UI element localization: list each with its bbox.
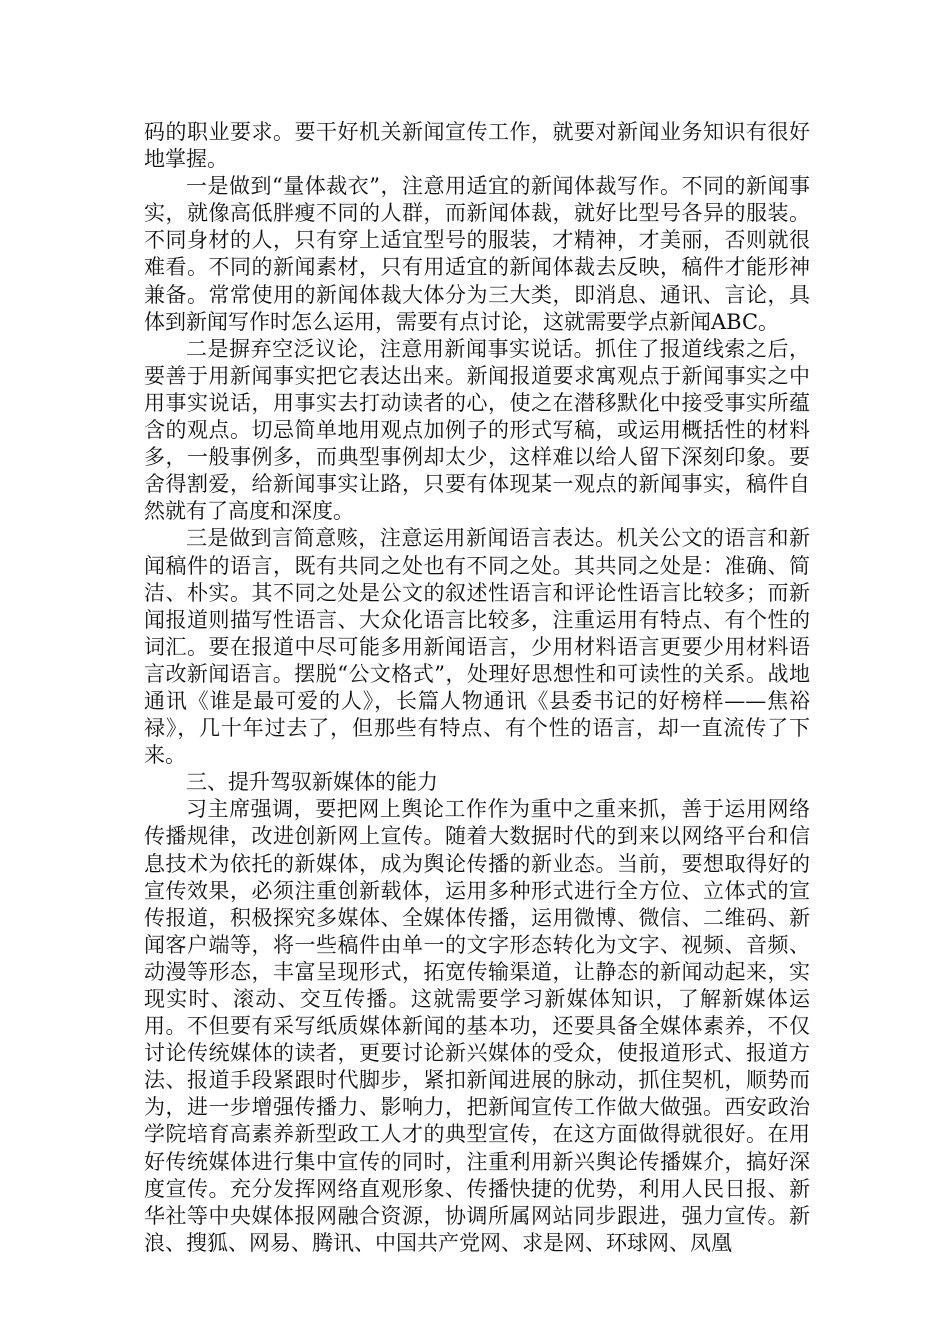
paragraph-news-genre: 一是做到“量体裁衣”，注意用适宜的新闻体裁写作。不同的新闻事实，就像高低胖瘦不同的人群，而新闻体裁，就好比型号各异的服装。不同身材的人，只有穿上适宜型号的服装，才精神，才美丽，否则就很难看。不同的新闻素材，只有用适宜的新闻体裁去反映，稿件才能形神兼备。常常使用的新闻体裁大体分为三大类，即消息、通讯、言论，具体到新闻写作时怎么运用，需要有点讨论，这就需要学点新闻ABC。: [144, 174, 810, 334]
paragraph-news-facts: 二是摒弃空泛议论，注意用新闻事实说话。抓住了报道线索之后，要善于用新闻事实把它表达出来。新闻报道要求寓观点于新闻事实之中用事实说话，用事实去打动读者的心，使之在潜移默化中接受事实所蕴含的观点。切忌简单地用观点加例子的形式写稿，或运用概括性的材料多，一般事例多，而典型事例却太少，这样难以给人留下深刻印象。要舍得割爱，给新闻事实让路，只要有体现某一观点的新闻事实，稿件自然就有了高度和深度。: [144, 336, 810, 524]
paragraph-news-language: 三是做到言简意赅，注意运用新闻语言表达。机关公文的语言和新闻稿件的语言，既有共同之处也有不同之处。其共同之处是：准确、简洁、朴实。其不同之处是公文的叙述性语言和评论性语言比较多；而新闻报道则描写性语言、大众化语言比较多，注重运用有特点、有个性的词汇。要在报道中尽可能多用新闻语言，少用材料语言更要少用材料语言改新闻语言。摆脱“公文格式”，处理好思想性和可读性的关系。战地通讯《谁是最可爱的人》，长篇人物通讯《县委书记的好榜样——焦裕禄》，几十年过去了，但那些有特点、有个性的语言，却一直流传了下来。: [144, 526, 810, 768]
paragraph-continuation: 码的职业要求。要干好机关新闻宣传工作，就要对新闻业务知识有很好地掌握。: [144, 120, 810, 172]
document-body: [144, 119, 810, 1257]
paragraph-new-media: 习主席强调，要把网上舆论工作作为重中之重来抓，善于运用网络传播规律，改进创新网上宣传。随着大数据时代的到来以网络平台和信息技术为依托的新媒体，成为舆论传播的新业态。当前，要想取得好的宣传效果，必须注重创新载体，运用多种形式进行全方位、立体式的宣传报道，积极探究多媒体、全媒体传播，运用微博、微信、二维码、新闻客户端等，将一些稿件由单一的文字形态转化为文字、视频、音频、动漫等形态，丰富呈现形式，拓宽传输渠道，让静态的新闻动起来，实现实时、滚动、交互传播。这就需要学习新媒体知识，了解新媒体运用。不但要有采写纸质媒体新闻的基本功，还要具备全媒体素养，不仅讨论传统媒体的读者，更要讨论新兴媒体的受众，使报道形式、报道方法、报道手段紧跟时代脚步，紧扣新闻进展的脉动，抓住契机，顺势而为，进一步增强传播力、影响力，把新闻宣传工作做大做强。西安政治学院培育高素养新型政工人才的典型宣传，在这方面做得就很好。在用好传统媒体进行集中宣传的同时，注重利用新兴舆论传播媒介，搞好深度宣传。充分发挥网络直观形象、传播快捷的优势，利用人民日报、新华社等中央媒体报网融合资源，协调所属网站同步跟进，强力宣传。新浪、搜狐、网易、腾讯、中国共产党网、求是网、环球网、凤凰: [144, 797, 810, 1255]
section-heading-new-media: 三、提升驾驭新媒体的能力: [186, 770, 438, 795]
